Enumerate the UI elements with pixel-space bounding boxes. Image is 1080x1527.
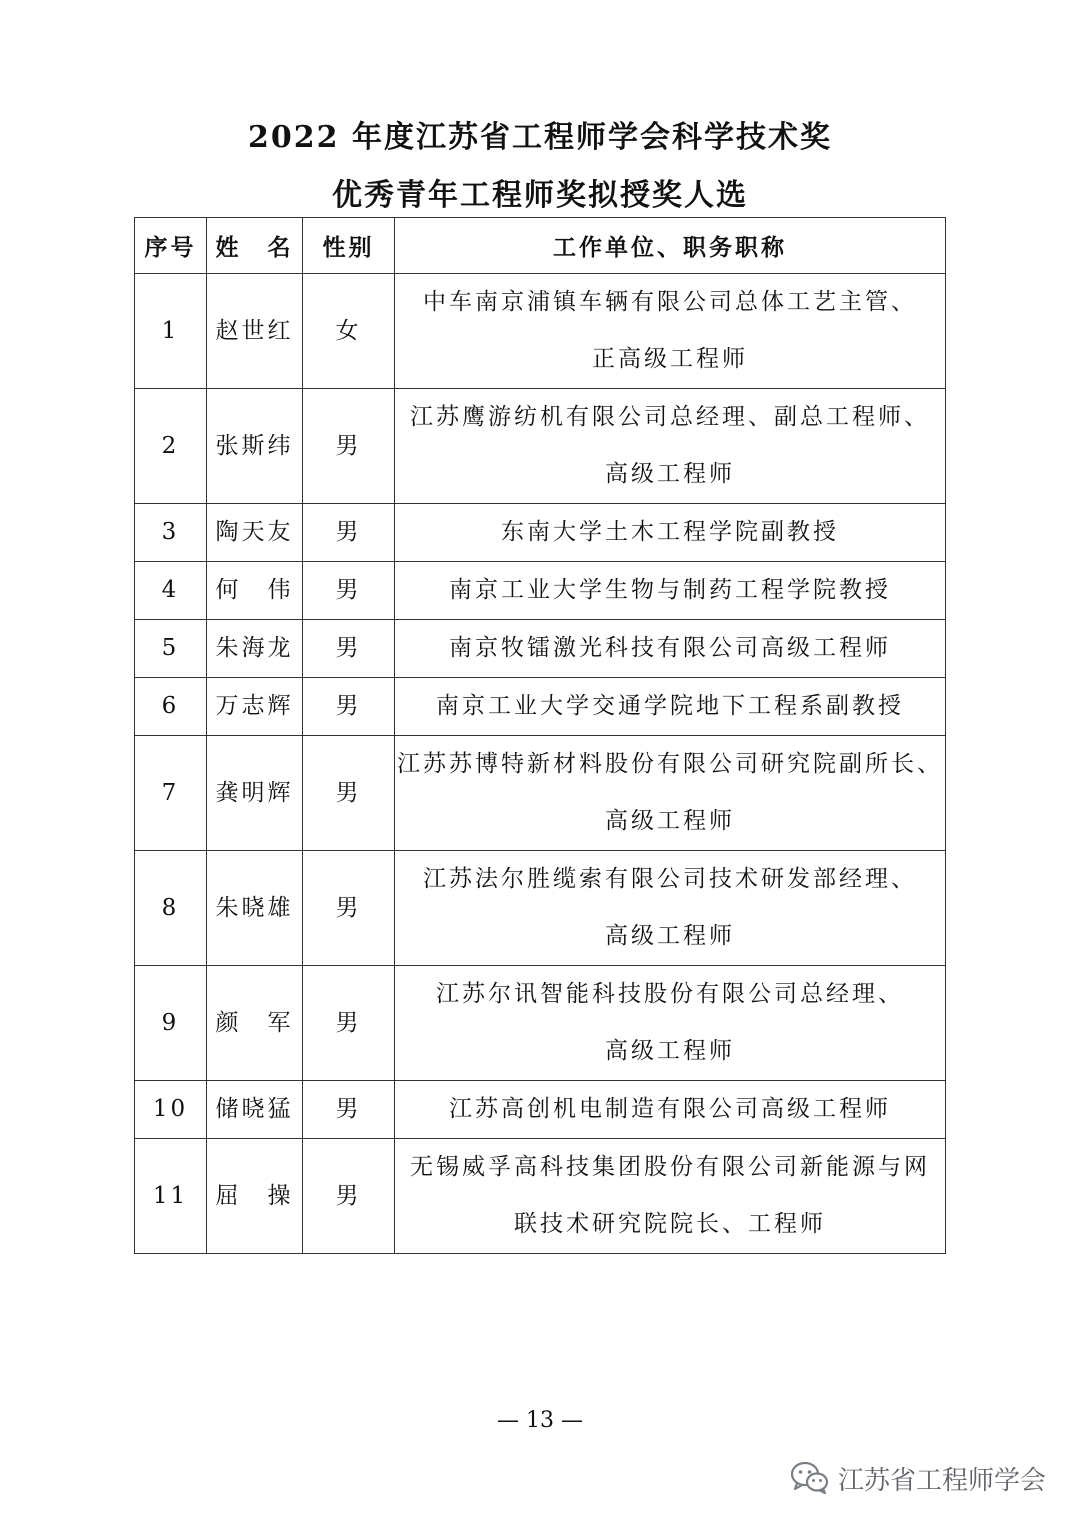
awardee-name: 储晓猛	[207, 1081, 303, 1139]
row-number: 5	[135, 620, 207, 678]
table-row	[135, 389, 946, 504]
page-number: — 13 —	[497, 1408, 583, 1433]
awardee-organization	[395, 620, 946, 678]
awardee-gender: 男	[303, 562, 395, 620]
table-row	[135, 1081, 946, 1139]
awardee-name: 张斯纬	[207, 389, 303, 504]
awardee-gender: 男	[303, 389, 395, 504]
table-row	[135, 678, 946, 736]
organization-line: 南京工业大学生物与制药工程学院教授	[449, 577, 891, 603]
awardee-name: 颜 军	[207, 966, 303, 1081]
awardee-gender: 男	[303, 851, 395, 966]
organization-line: 江苏法尔胜缆索有限公司技术研发部经理、	[423, 866, 917, 892]
wechat-icon	[790, 1461, 830, 1495]
row-number: 11	[135, 1139, 207, 1254]
organization-line: 江苏苏博特新材料股份有限公司研究院副所长、	[397, 751, 943, 777]
awardee-table	[134, 217, 946, 1254]
header-organization: 工作单位、职务职称	[395, 218, 946, 274]
awardee-name: 朱海龙	[207, 620, 303, 678]
awardee-gender: 男	[303, 736, 395, 851]
awardee-organization	[395, 1081, 946, 1139]
row-number: 8	[135, 851, 207, 966]
document-title: 2022 年度江苏省工程师学会科学技术奖	[248, 120, 832, 155]
organization-line: 江苏高创机电制造有限公司高级工程师	[449, 1096, 891, 1122]
awardee-gender: 男	[303, 504, 395, 562]
awardee-name: 赵世红	[207, 274, 303, 389]
organization-line: 高级工程师	[605, 808, 735, 834]
row-number: 9	[135, 966, 207, 1081]
awardee-organization	[395, 562, 946, 620]
awardee-name: 万志辉	[207, 678, 303, 736]
awardee-gender: 女	[303, 274, 395, 389]
organization-line: 南京牧镭激光科技有限公司高级工程师	[449, 635, 891, 661]
row-number: 6	[135, 678, 207, 736]
organization-line: 无锡威孚高科技集团股份有限公司新能源与网	[410, 1154, 930, 1180]
table-row	[135, 736, 946, 851]
awardee-gender: 男	[303, 966, 395, 1081]
awardee-gender: 男	[303, 620, 395, 678]
row-number: 4	[135, 562, 207, 620]
table-row	[135, 851, 946, 966]
awardee-name: 朱晓雄	[207, 851, 303, 966]
organization-line: 江苏鹰游纺机有限公司总经理、副总工程师、	[410, 404, 930, 430]
awardee-organization	[395, 274, 946, 389]
header-number: 序号	[135, 218, 207, 274]
awardee-organization	[395, 851, 946, 966]
awardee-organization	[395, 736, 946, 851]
organization-line: 东南大学土木工程学院副教授	[501, 519, 839, 545]
table-body	[135, 274, 946, 1254]
watermark-text: 江苏省工程师学会	[838, 1465, 1047, 1496]
awardee-organization	[395, 678, 946, 736]
awardee-gender: 男	[303, 678, 395, 736]
table-row	[135, 562, 946, 620]
row-number: 1	[135, 274, 207, 389]
awardee-gender: 男	[303, 1081, 395, 1139]
table-row	[135, 274, 946, 389]
organization-line: 高级工程师	[605, 923, 735, 949]
table-row	[135, 966, 946, 1081]
table-row	[135, 1139, 946, 1254]
awardee-name: 陶天友	[207, 504, 303, 562]
header-gender: 性别	[303, 218, 395, 274]
header-name: 姓 名	[207, 218, 303, 274]
awardee-gender: 男	[303, 1139, 395, 1254]
organization-line: 南京工业大学交通学院地下工程系副教授	[436, 693, 904, 719]
awardee-name: 何 伟	[207, 562, 303, 620]
watermark	[790, 1458, 1046, 1498]
awardee-name: 屈 操	[207, 1139, 303, 1254]
table-header-row	[135, 218, 946, 274]
row-number: 3	[135, 504, 207, 562]
awardee-organization	[395, 966, 946, 1081]
table-row	[135, 620, 946, 678]
organization-line: 高级工程师	[605, 1038, 735, 1064]
organization-line: 江苏尔讯智能科技股份有限公司总经理、	[436, 981, 904, 1007]
row-number: 2	[135, 389, 207, 504]
organization-line: 联技术研究院院长、工程师	[514, 1211, 826, 1237]
awardee-organization	[395, 389, 946, 504]
organization-line: 中车南京浦镇车辆有限公司总体工艺主管、	[423, 289, 917, 315]
table-row	[135, 504, 946, 562]
row-number: 7	[135, 736, 207, 851]
awardee-organization	[395, 504, 946, 562]
organization-line: 高级工程师	[605, 461, 735, 487]
awardee-organization	[395, 1139, 946, 1254]
row-number: 10	[135, 1081, 207, 1139]
document-subtitle: 优秀青年工程师奖拟授奖人选	[332, 178, 748, 213]
awardee-name: 龚明辉	[207, 736, 303, 851]
organization-line: 正高级工程师	[592, 346, 748, 372]
